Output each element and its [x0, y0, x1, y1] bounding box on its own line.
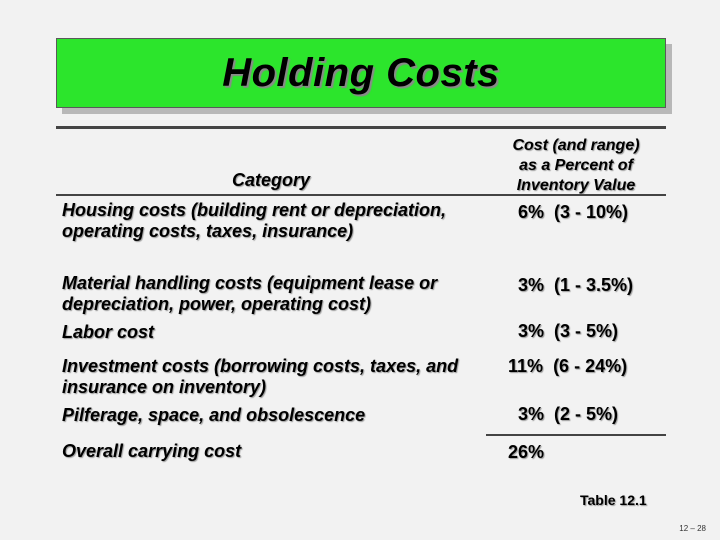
row-range: (6 - 24%)	[553, 356, 628, 376]
row-category-housing: Housing costs (building rent or depreciation, operating costs, taxes, insurance)	[62, 200, 447, 241]
row-category-overall: Overall carrying cost	[62, 441, 242, 461]
page-number: 12 – 28	[679, 524, 706, 533]
header-category: Category	[231, 170, 311, 190]
row-value-pilferage	[518, 404, 618, 425]
table-header-rule	[56, 194, 666, 196]
row-range: (1 - 3.5%)	[554, 275, 634, 295]
row-category-investment: Investment costs (borrowing costs, taxes, and insurance on inventory)	[62, 356, 459, 397]
row-value-labor	[518, 321, 618, 342]
table-top-rule	[56, 126, 666, 129]
row-percent: 3%	[518, 404, 545, 424]
row-value-housing	[518, 202, 628, 223]
row-value-investment	[508, 356, 627, 377]
row-range: (3 - 10%)	[554, 202, 629, 222]
row-range: (2 - 5%)	[554, 404, 619, 424]
row-value-overall	[508, 442, 544, 463]
row-percent: 3%	[518, 275, 545, 295]
header-cost-line3: Inventory Value	[516, 177, 636, 194]
row-percent: 3%	[518, 321, 545, 341]
header-cost-line1: Cost (and range)	[512, 137, 640, 154]
row-percent: 26%	[508, 442, 545, 462]
row-category-material-handling: Material handling costs (equipment lease or depreciation, power, operating cost)	[62, 273, 438, 314]
row-percent: 6%	[518, 202, 545, 222]
total-rule	[486, 434, 666, 436]
header-cost-line2: as a Percent of	[519, 157, 633, 174]
row-category-labor: Labor cost	[62, 322, 155, 342]
table-reference: Table 12.1	[580, 492, 647, 508]
row-value-material-handling	[518, 275, 633, 296]
title-banner	[56, 38, 666, 108]
row-range: (3 - 5%)	[554, 321, 619, 341]
page-title: Holding Costs	[222, 51, 500, 95]
row-percent: 11%	[508, 356, 544, 376]
row-category-pilferage: Pilferage, space, and obsolescence	[62, 405, 366, 425]
header-cost	[486, 136, 666, 196]
